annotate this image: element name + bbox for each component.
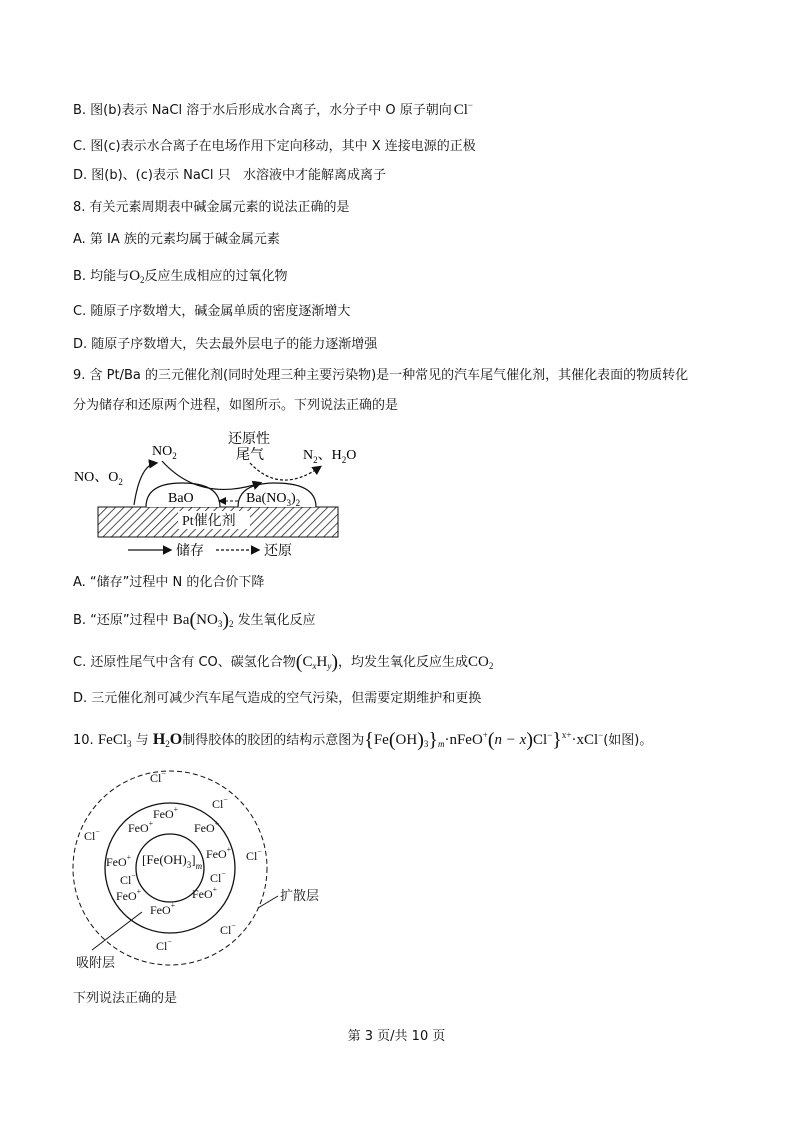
core-label: $[Fe(OH)_3]_m$ [142,852,203,871]
option-8c: C. 随原子序数增大，碱金属单质的密度逐渐增大 [73,304,351,319]
option-9b: B. “还原”过程中 $Ba(NO_3)_2$ 发生氧化反应 [73,609,316,631]
diffusion-layer-label: 扩散层 [280,888,320,903]
reducing-exhaust-label-2: 尾气 [236,448,264,463]
feo-ion: FeO+ [106,853,132,869]
option-7d: D. 图(b)、(c)表示 NaCl 只 水溶液中才能解离成离子 [73,168,387,183]
cl-ion: Cl− [220,921,236,937]
feo-ion: FeO+ [128,819,154,835]
adsorption-layer-pointer [92,912,142,950]
question-10: 10. FeCl$_3$ 与 $H_2O$制得胶体的胶团的结构示意图为$\{Fe(OH)_3\}_m\cdot nFeO^+(n - x)Cl^-\}^{x+}\cdot xCl^-$(如图)。 [73,729,653,751]
option-8b: B. 均能与$O_2$反应生成相应的过氧化物 [73,268,288,285]
question-9-line2: 分为储存和还原两个进程，如图所示。下列说法正确的是 [73,398,399,413]
no2-label: $NO_2$ [152,444,177,461]
cl-ion: Cl− [156,937,172,953]
n2-h2o-label: $N_2$、$H_2O$ [303,448,357,465]
no-o2-label: NO、$O_2$ [74,470,123,487]
feo-ion: FeO+ [206,845,232,861]
option-9a: A. “储存”过程中 N 的化合价下降 [73,575,265,590]
option-9c: C. 还原性尾气中含有 CO、碳氢化合物$(C_xH_y)$，均发生氧化反应生成$CO_2$ [73,651,494,673]
cl-ion: Cl− [84,827,100,843]
option-7b: B. 图(b)表示 NaCl 溶于水后形成水合离子，水分子中 O 原子朝向 Cl− [73,100,473,118]
feo-ion: FeO+ [153,805,179,821]
feo-ion: FeO+ [194,819,220,835]
cl-ion: Cl− [150,769,166,785]
legend-reduction-label: 还原 [264,544,292,559]
bano3-label: $Ba(NO_3)_2$ [246,491,301,508]
diffusion-layer-circle [73,771,267,965]
feo-ion: FeO+ [116,887,142,903]
catalyst-storage-reduction-diagram [70,425,370,565]
option-8a: A. 第 IA 族的元素均属于碱金属元素 [73,232,280,247]
adsorption-layer-label: 吸附层 [76,955,116,970]
cl-ion: Cl− [210,869,226,885]
bao-label: BaO [168,491,194,506]
cl-ion: Cl− [246,847,262,863]
colloid-micelle-diagram [70,762,360,977]
feo-ion: FeO+ [192,885,218,901]
option-9d: D. 三元催化剂可减少汽车尾气造成的空气污染，但需要定期维护和更换 [73,691,482,706]
reduction-arrow [250,463,320,480]
question-8: 8. 有关元素周期表中碱金属元素的说法正确的是 [73,200,350,215]
question-9-line1: 9. 含 Pt/Ba 的三元催化剂(同时处理三种主要污染物)是一种常见的汽车尾气催化剂，其催化表面的物质转化 [73,368,689,383]
cl-ion: Cl− [212,795,228,811]
pt-catalyst-label: Pt催化剂 [182,514,236,529]
page-footer: 第 3 页/共 10 页 [347,1029,446,1044]
legend-storage-label: 储存 [176,544,204,559]
cl-ion: Cl− [120,871,136,887]
reducing-exhaust-label-1: 还原性 [228,432,270,447]
question-10-prompt: 下列说法正确的是 [73,991,178,1006]
option-7c: C. 图(c)表示水合离子在电场作用下定向移动，其中 X 连接电源的正极 [73,139,476,154]
option-8d: D. 随原子序数增大，失去最外层电子的能力逐渐增强 [73,337,378,352]
feo-ion: FeO+ [150,901,176,917]
